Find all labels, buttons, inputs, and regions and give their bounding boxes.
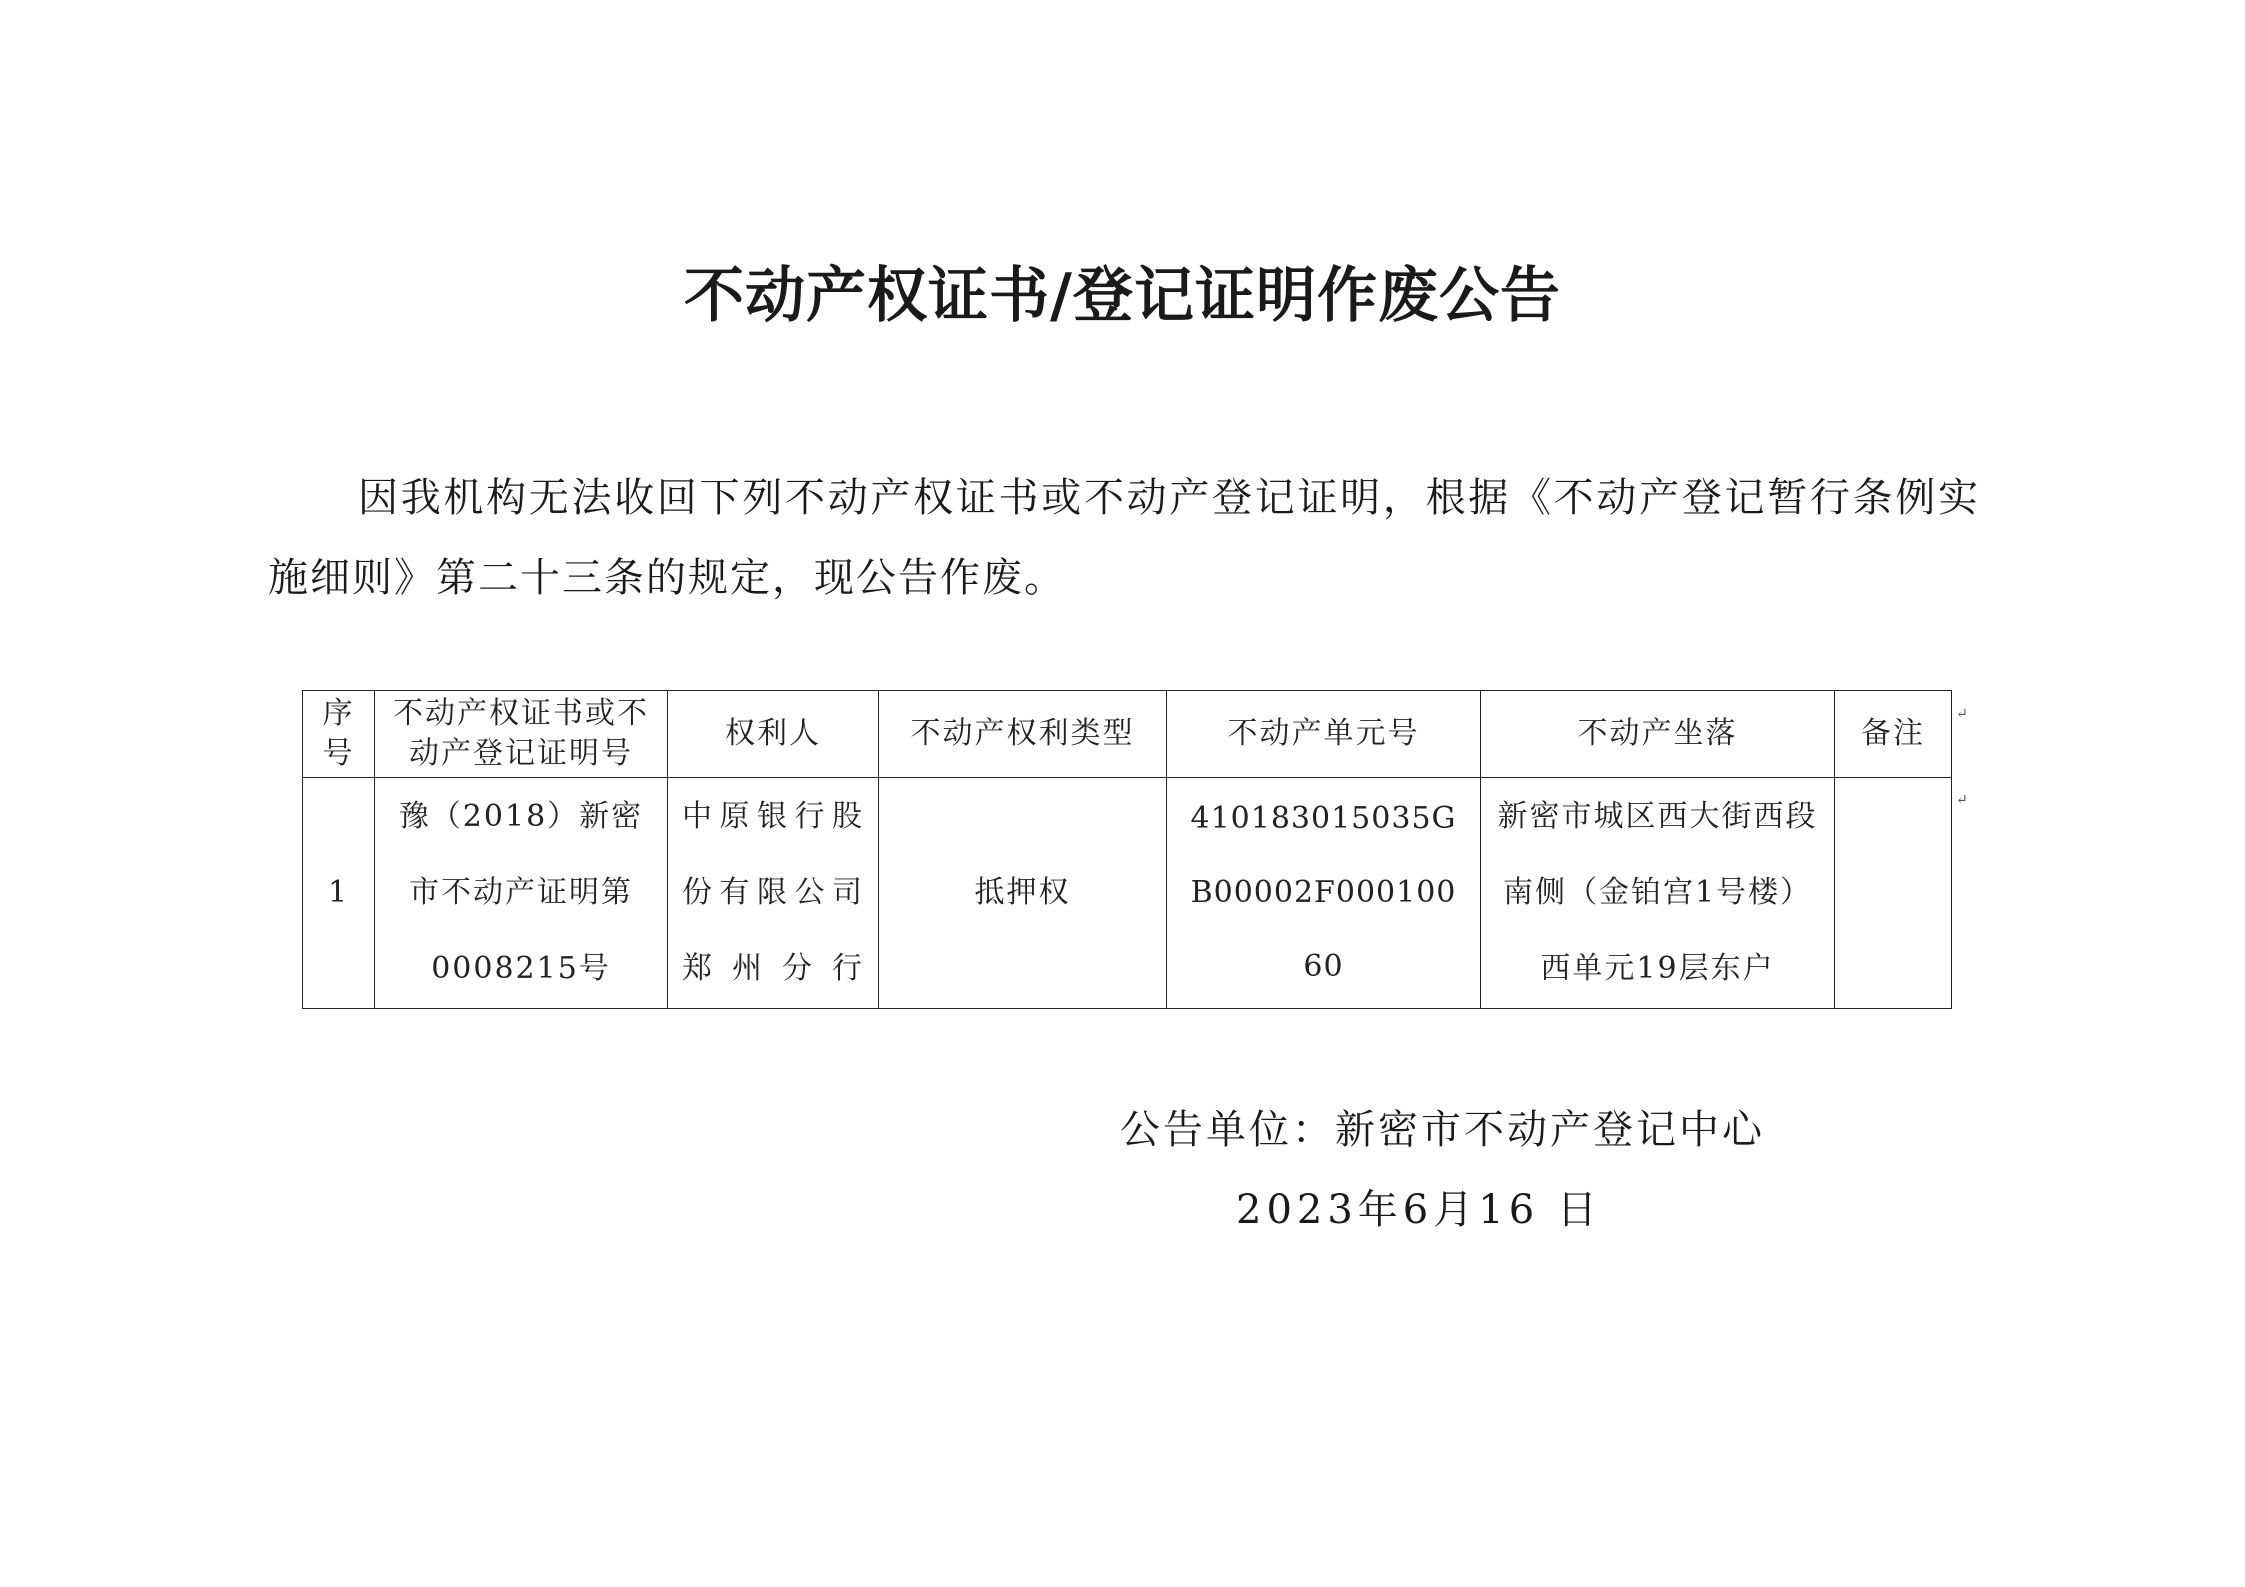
issue-date: 2023年6月16 日 [1236,1187,1602,1233]
cell-right-type: 抵押权 [879,778,1167,1009]
header-location: 不动产坐落 [1481,691,1835,778]
page-title: 不动产权证书/登记证明作废公告 [684,261,1561,331]
issuing-organization: 公告单位：新密市不动产登记中心 [1120,1107,1765,1153]
header-right-type: 不动产权利类型 [879,691,1167,778]
cell-unit-no: 410183015035GB00002F00010060 [1167,778,1481,1009]
table-header-row [303,691,1952,778]
intro-paragraph: 因我机构无法收回下列不动产权证书或不动产登记证明，根据《不动产登记暂行条例实施细则》第二十三条的规定，现公告作废。 [268,475,1980,601]
header-seq: 序号 [303,691,375,778]
cell-seq: 1 [303,778,375,1009]
void-certificate-table [302,690,1952,1009]
table-row [303,778,1952,1009]
table-edge-mark: ↵ [1956,706,1968,722]
header-unit-no: 不动产单元号 [1167,691,1481,778]
cell-cert-no: 豫（2018）新密市不动产证明第0008215号 [375,778,668,1009]
header-cert-no: 不动产权证书或不动产登记证明号 [375,691,668,778]
cell-location: 新密市城区西大街西段南侧（金铂宫1号楼）西单元19层东户 [1481,778,1835,1009]
header-remark: 备注 [1835,691,1952,778]
table-edge-mark: ↵ [1956,792,1968,808]
cell-holder: 中原银行股份有限公司郑州分行 [668,778,879,1009]
header-holder: 权利人 [668,691,879,778]
cell-remark [1835,778,1952,1009]
